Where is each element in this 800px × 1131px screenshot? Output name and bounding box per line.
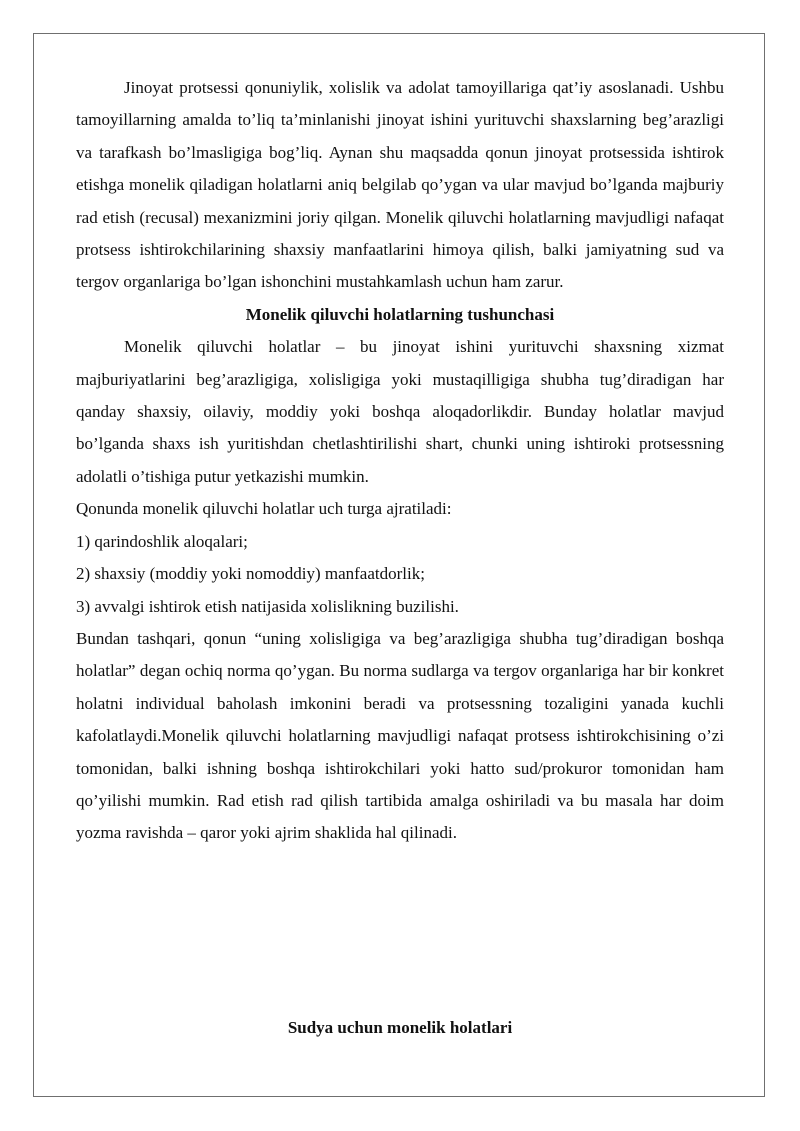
- definition-paragraph: Monelik qiluvchi holatlar – bu jinoyat ishini yurituvchi shaxsning xizmat majburiyatlarini beg’arazligiga, xolisligiga yoki mustaqilligiga shubha tug’diradigan har qanday shaxsiy, oilaviy, moddiy yoki boshqa aloqadorlikdir. Bunday holatlar mavjud bo’lganda shaxs ish yuritishdan chetlashtirilishi shart, chunki uning ishtiroki protsessning adolatli o’tishiga putur yetkazishi mumkin.: [76, 337, 724, 486]
- closing-paragraph: Bundan tashqari, qonun “uning xolisligiga va beg’arazligiga shubha tug’diradigan boshqa holatlar” degan ochiq norma qo’ygan. Bu norma sudlarga va tergov organlariga har bir konkret holatni individual baholash imkonini beradi va protsessning tozaligini yanada kuchli kafolatlaydi.Monelik qiluvchi holatlarning mavjudligi nafaqat protsess ishtirokchisining o’zi tomonidan, balki ishning boshqa ishtirokchilari yoki hatto sud/prokuror tomonidan ham qo’yilishi mumkin. Rad etish rad qilish tartibida amalga oshiriladi va bu masala har doim yozma ravishda – qaror yoki ajrim shaklida hal qilinadi.: [76, 628, 724, 843]
- list-intro: Qonunda monelik qiluvchi holatlar uch turga ajratiladi:: [76, 499, 452, 519]
- next-section-heading: Sudya uchun monelik holatlari: [287, 1018, 513, 1037]
- section-heading: Monelik qiluvchi holatlarning tushunchasi: [245, 304, 555, 324]
- document-body: [76, 72, 724, 850]
- list-item: 3) avvalgi ishtirok etish natijasida xolislikning buzilishi.: [76, 596, 459, 616]
- list-item: 2) shaxsiy (moddiy yoki nomoddiy) manfaatdorlik;: [76, 564, 425, 584]
- intro-paragraph: Jinoyat protsessi qonuniylik, xolislik va adolat tamoyillariga qat’iy asoslanadi. Ushbu tamoyillarning amalda to’liq ta’minlanishi jinoyat ishini yurituvchi shaxslarning beg’arazligi va tarafkash bo’lmasligiga bog’liq. Aynan shu maqsadda qonun jinoyat protsessida ishtirok etishga monelik qiladigan holatlarni aniq belgilab qo’ygan va ular mavjud bo’lganda majburiy rad etish (recusal) mexanizmini joriy qilgan. Monelik qiluvchi holatlarning mavjudligi nafaqat protsess ishtirokchilarining shaxsiy manfaatlarini himoya qilish, balki jamiyatning sud va tergov organlariga bo’lgan ishonchini mustahkamlash uchun ham zarur.: [76, 78, 724, 292]
- list-item: 1) qarindoshlik aloqalari;: [76, 531, 248, 551]
